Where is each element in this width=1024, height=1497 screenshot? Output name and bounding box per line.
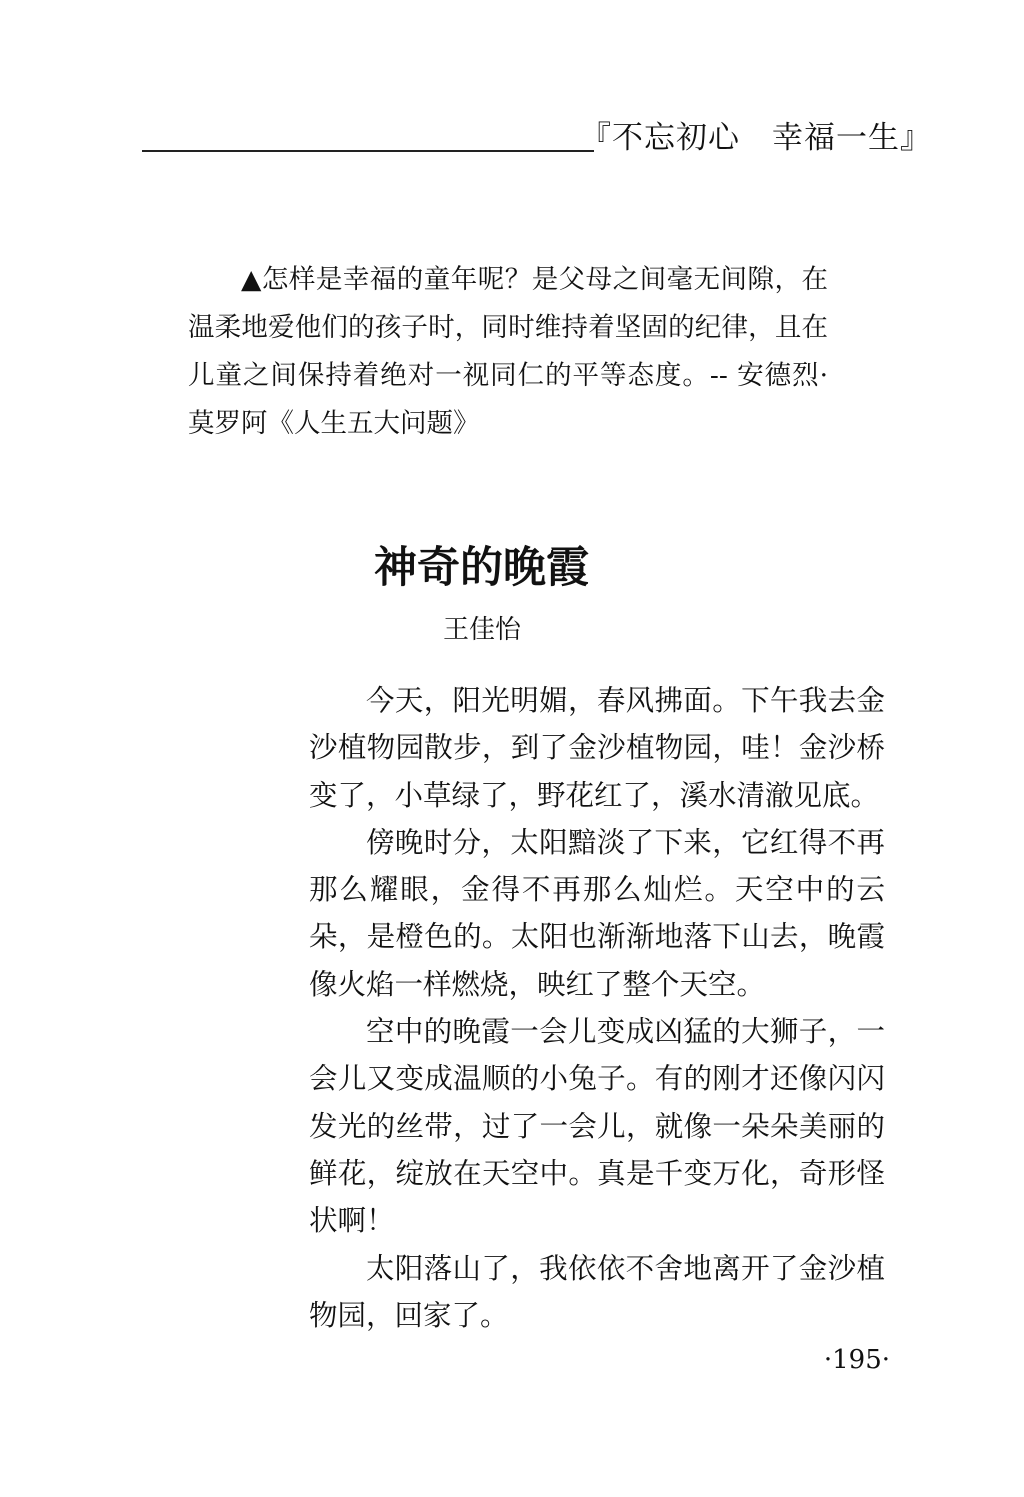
epigraph-quote <box>188 256 828 448</box>
running-header-title: 『不忘初心 幸福一生』 <box>580 120 932 156</box>
article-paragraph-3: 空中的晚霞一会儿变成凶猛的大狮子，一会儿又变成温顺的小兔子。有的刚才还像闪闪发光的丝带，过了一会儿，就像一朵朵美丽的鲜花，绽放在天空中。真是千变万化，奇形怪状啊！ <box>309 1015 885 1238</box>
triangle-marker-icon: ▲ <box>241 264 262 295</box>
epigraph-paragraph <box>188 256 828 448</box>
article-paragraph-1: 今天，阳光明媚，春风拂面。下午我去金沙植物园散步，到了金沙植物园，哇！金沙桥变了，小草绿了，野花红了，溪水清澈见底。 <box>309 684 885 812</box>
article-body <box>309 677 885 1339</box>
article-title: 神奇的晚霞 <box>374 543 589 593</box>
article-paragraph-4: 太阳落山了，我依依不舍地离开了金沙植物园，回家了。 <box>309 1251 885 1332</box>
header-rule <box>142 150 594 152</box>
page-number: ·195· <box>823 1345 890 1375</box>
article-paragraph-2: 傍晚时分，太阳黯淡了下来，它红得不再那么耀眼，金得不再那么灿烂。天空中的云朵，是橙色的。太阳也渐渐地落下山去，晚霞像火焰一样燃烧，映红了整个天空。 <box>309 825 885 1001</box>
epigraph-text: 怎样是幸福的童年呢？是父母之间毫无间隙，在温柔地爱他们的孩子时，同时维持着坚固的纪律，且在儿童之间保持着绝对一视同仁的平等态度。-- 安德烈·莫罗阿《人生五大问题》 <box>188 264 829 439</box>
article-author: 王佳怡 <box>443 615 522 645</box>
